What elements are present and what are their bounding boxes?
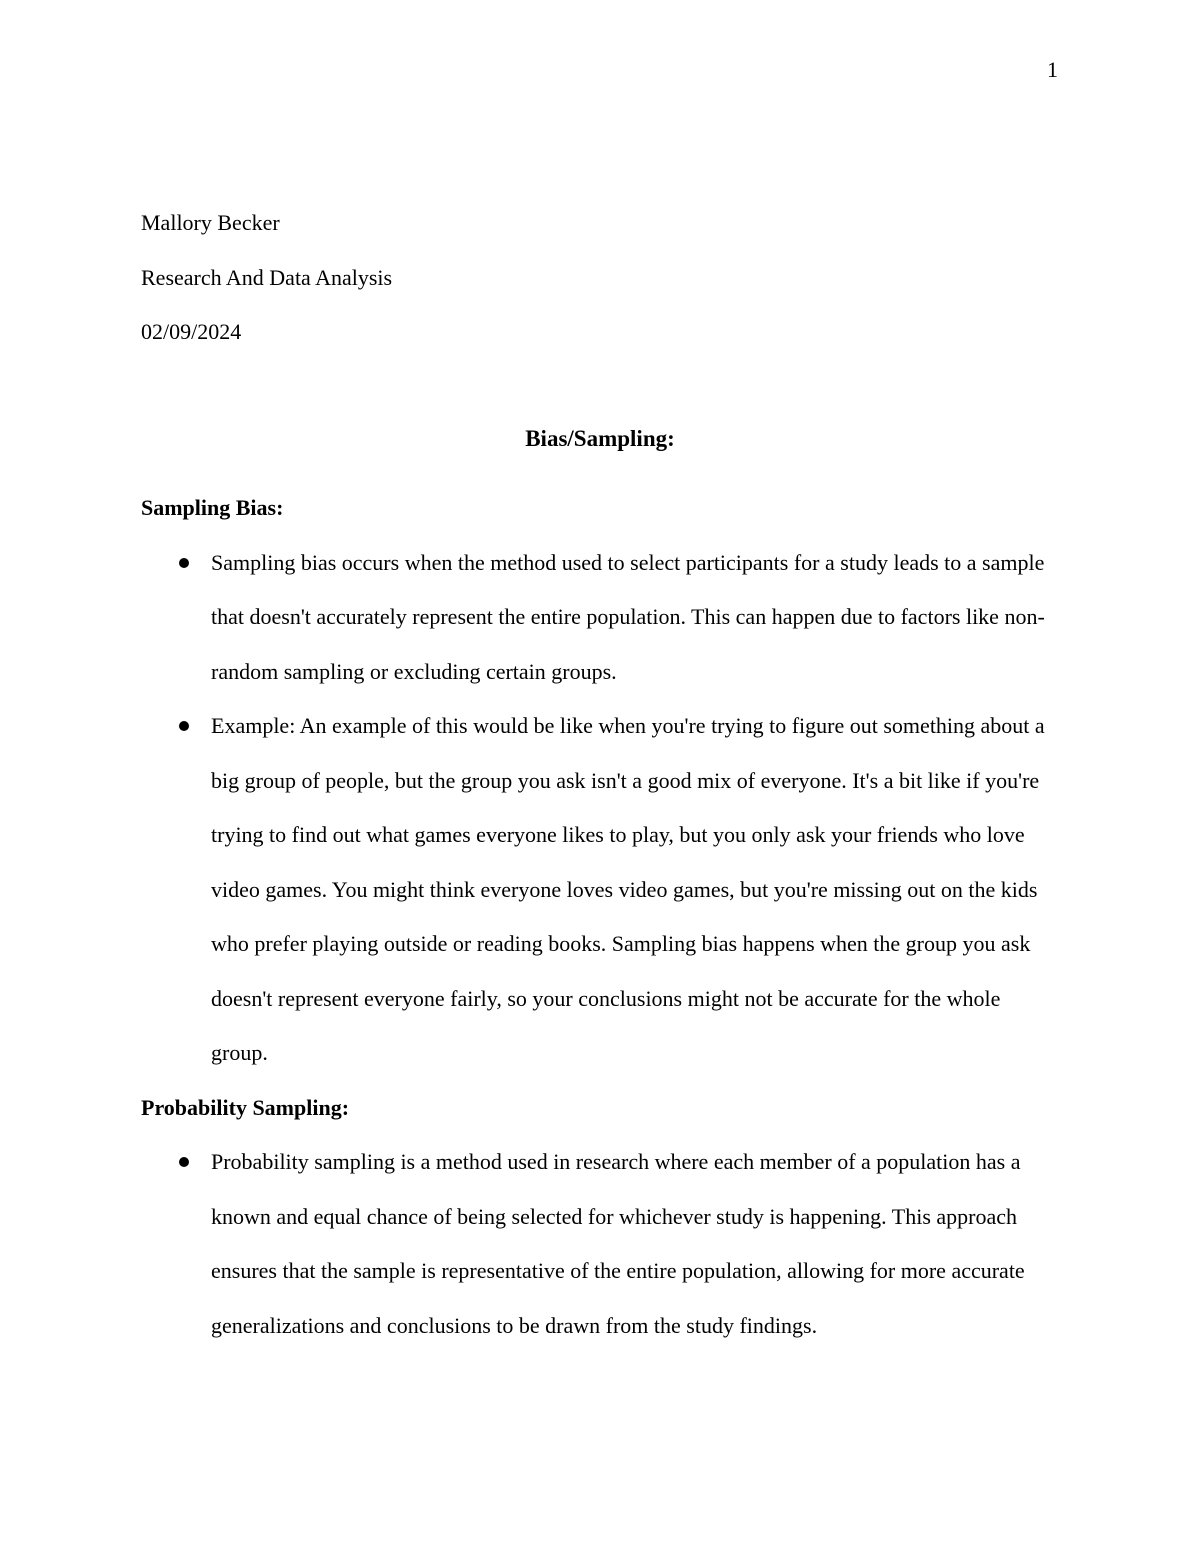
bullet-text: Probability sampling is a method used in research where each member of a population has a known and equal chance of being selected for whichever study is happening. This approach ensures that the sample is representative of the entire population, allowing for more accurate generalizations and conclusions to be drawn from the study findings. bbox=[211, 1149, 1025, 1338]
list-item bbox=[141, 536, 1061, 700]
bullet-text: Sampling bias occurs when the method used to select participants for a study leads to a sample that doesn't accurately represent the entire population. This can happen due to factors like non-random sampling or excluding certain groups. bbox=[211, 549, 1045, 684]
bullet-icon bbox=[179, 558, 189, 568]
document-date: 02/09/2024 bbox=[141, 319, 242, 344]
page-number: 1 bbox=[1047, 57, 1058, 82]
bullet-icon bbox=[179, 721, 189, 731]
document-header bbox=[141, 196, 1061, 360]
bullet-icon bbox=[179, 1157, 189, 1167]
list-item bbox=[141, 699, 1061, 1081]
list-item bbox=[141, 1135, 1061, 1353]
sampling-bias-list bbox=[141, 536, 1061, 1081]
bullet-text: Example: An example of this would be like when you're trying to figure out something about a big group of people, but the group you ask isn't a good mix of everyone. It's a bit like if you're trying to find out what games everyone likes to play, but you only ask your friends who love video games. You might think everyone loves video games, but you're missing out on the kids who prefer playing outside or reading books. Sampling bias happens when the group you ask doesn't represent everyone fairly, so your conclusions might not be accurate for the whole group. bbox=[211, 713, 1045, 1065]
probability-sampling-list bbox=[141, 1135, 1061, 1353]
section-heading-sampling-bias: Sampling Bias: bbox=[141, 495, 284, 520]
section-heading-probability-sampling: Probability Sampling: bbox=[141, 1094, 350, 1120]
author-name: Mallory Becker bbox=[141, 210, 280, 235]
document-body bbox=[141, 481, 1061, 1353]
document-title: Bias/Sampling: bbox=[525, 426, 675, 451]
course-name: Research And Data Analysis bbox=[141, 264, 393, 290]
